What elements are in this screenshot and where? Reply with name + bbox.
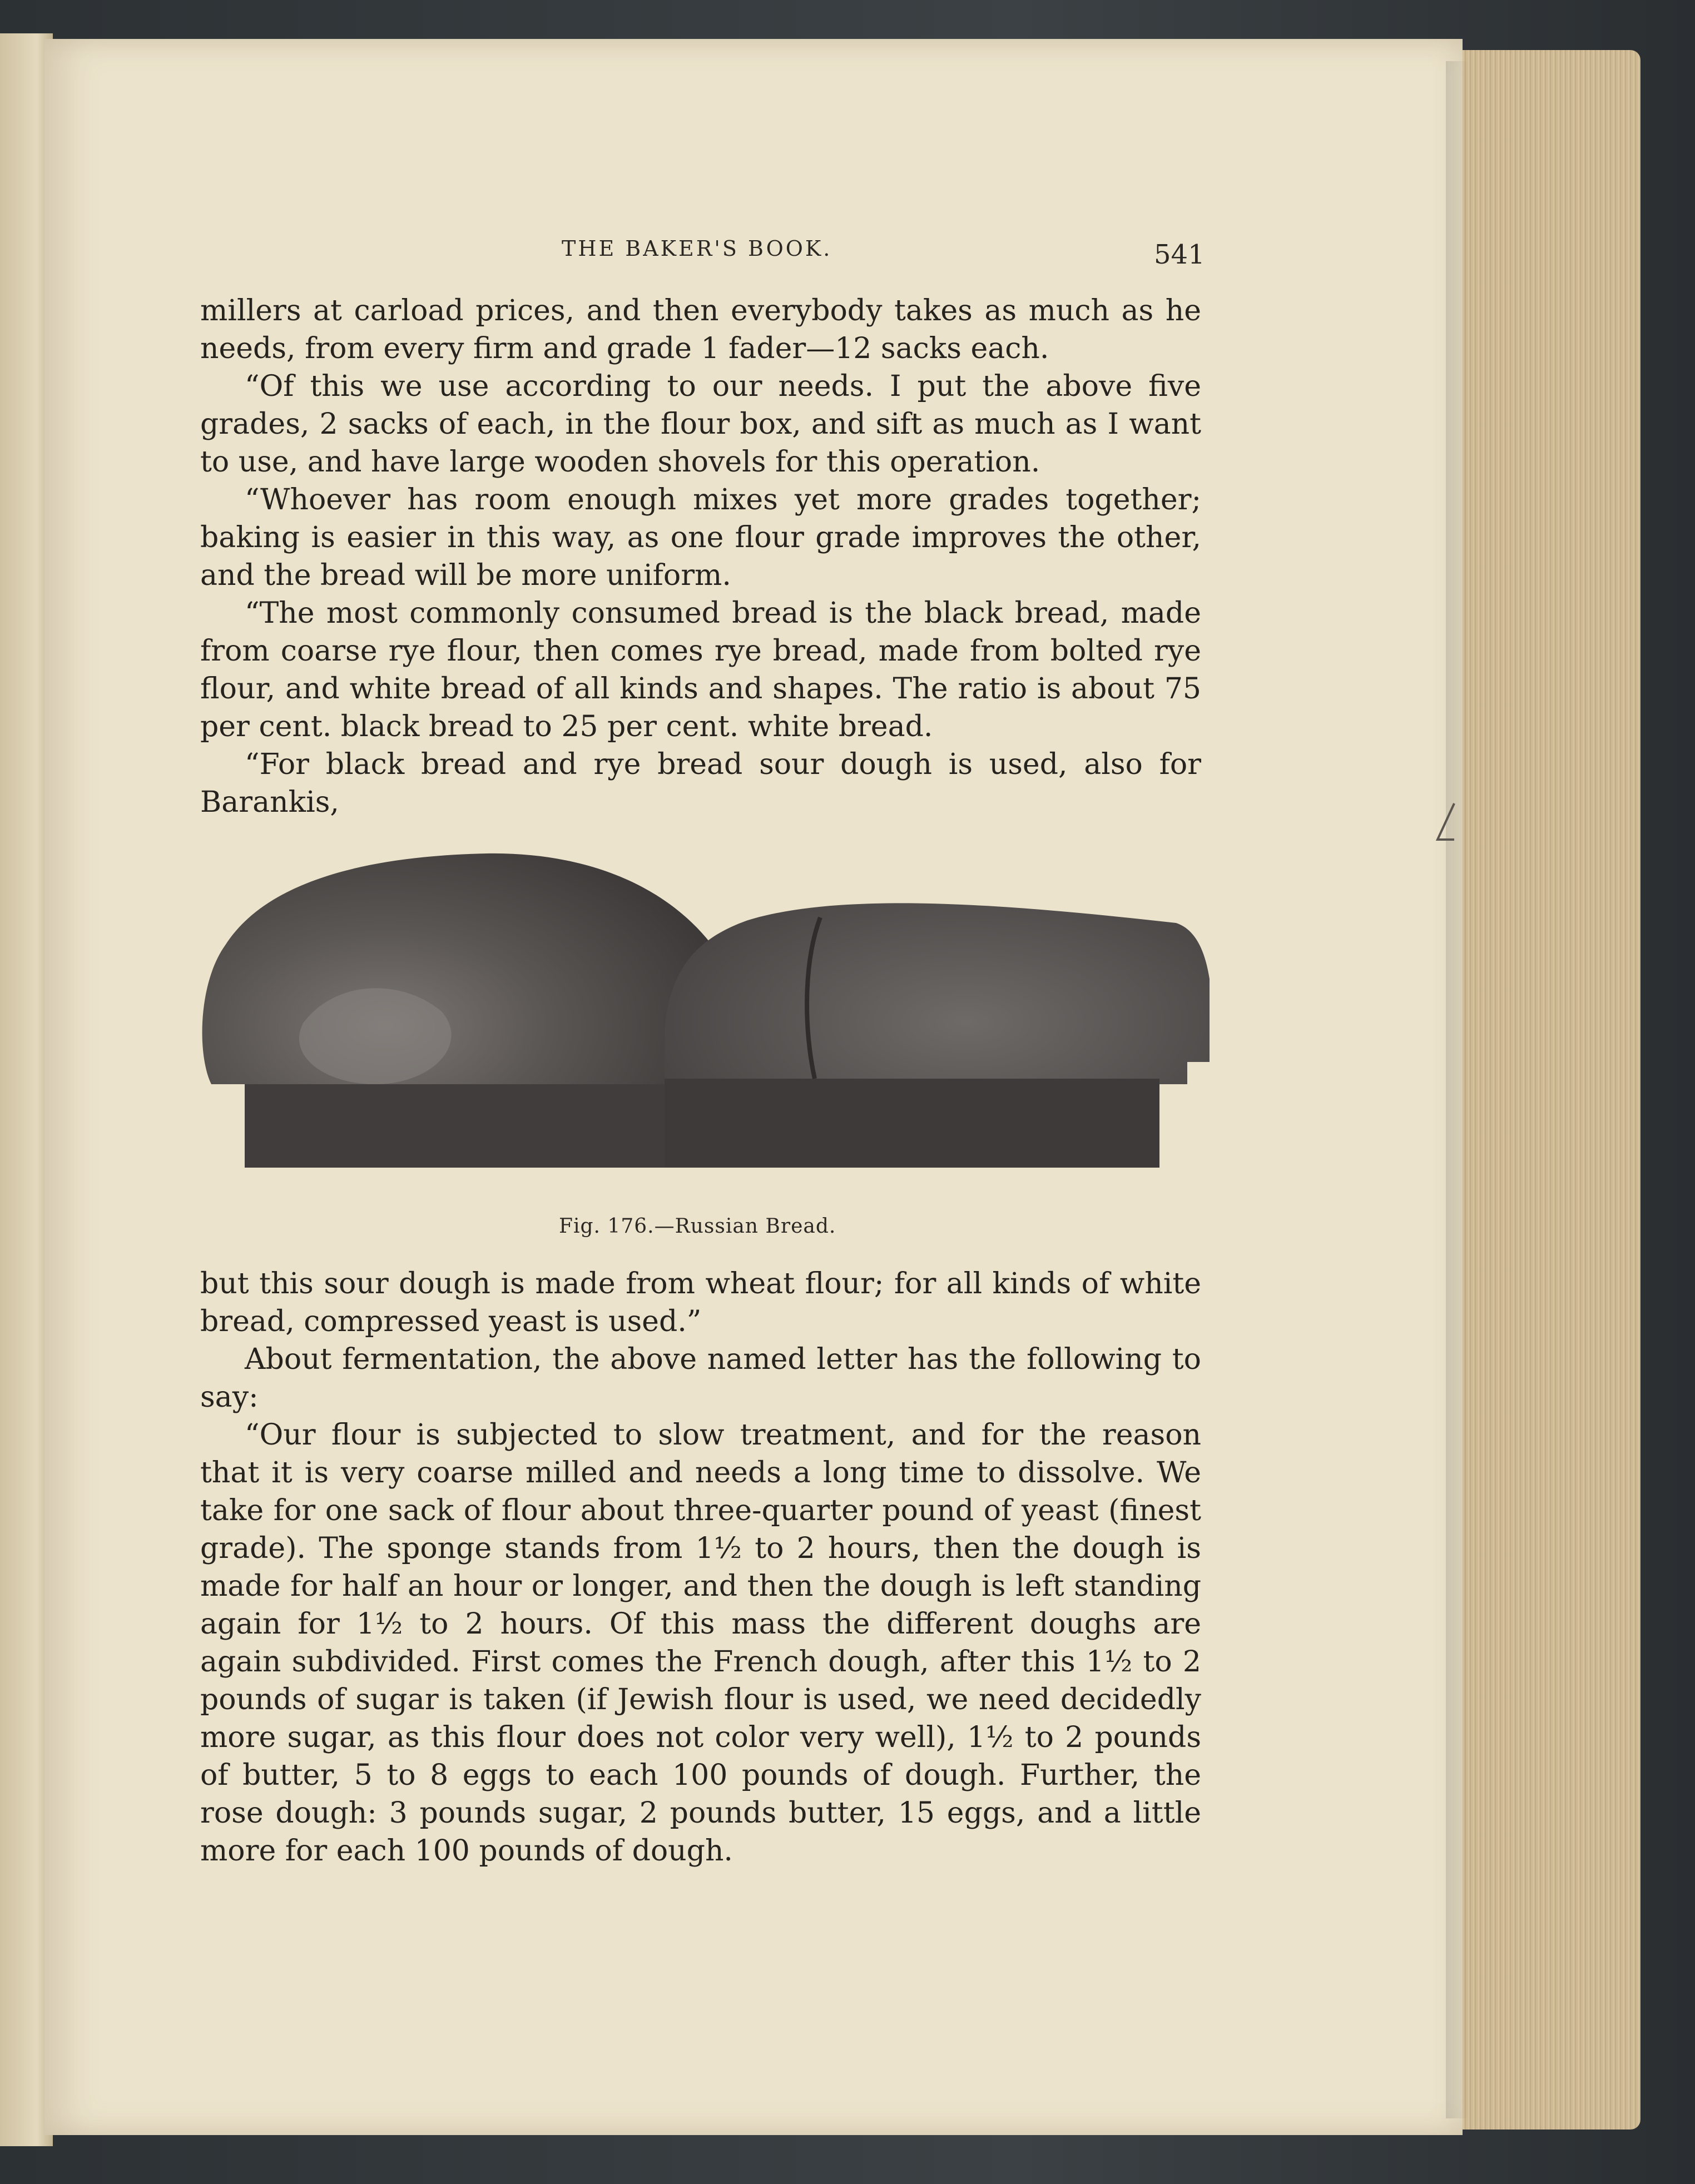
- paragraph: “Of this we use according to our needs. I put the above five grades, 2 sacks of each, in the flour box, and sift as much as I want to use, and have large wooden shovels for this operation.: [200, 370, 1201, 479]
- running-head: THE BAKER'S BOOK.: [562, 236, 832, 261]
- page-stack-edge: [1457, 50, 1641, 2130]
- paragraph: “The most commonly consumed bread is the black bread, made from coarse rye flour, then comes rye bread, made from bolted rye flour, and white bread of all kinds and shapes. The ratio is about 75 per cent. black bread to 25 per cent. white bread.: [200, 597, 1201, 743]
- russian-bread-illustration: [192, 845, 1210, 1179]
- paragraph: but this sour dough is made from wheat flour; for all kinds of white bread, compressed yeast is used.”: [200, 1267, 1201, 1338]
- paragraph: millers at carload prices, and then everybody takes as much as he needs, from every firm and grade 1 fader—12 sacks each.: [200, 294, 1201, 365]
- page-edge-shadow: [1446, 61, 1468, 2118]
- paragraph: “For black bread and rye bread sour dough is used, also for Barankis,: [200, 748, 1201, 819]
- paragraph: “Our flour is subjected to slow treatment, and for the reason that it is very coarse milled and needs a long time to dissolve. We take for one sack of flour about three-quarter pound of yeast (finest grade). The sponge stands from 1½ to 2 hours, then the dough is made for half an hour or longer, and then the dough is left standing again for 1½ to 2 hours. Of this mass the different doughs are again subdivided. First comes the French dough, after this 1½ to 2 pounds of sugar is taken (if Jewish flour is used, we need decidedly more sugar, as this flour does not color very well), 1½ to 2 pounds of butter, 5 to 8 eggs to each 100 pounds of dough. Further, the rose dough: 3 pounds sugar, 2 pounds butter, 15 eggs, and a little more for each 100 pounds of dough.: [200, 1418, 1201, 1868]
- body-text-top: [200, 292, 1201, 821]
- pencil-mark: [1432, 801, 1460, 851]
- figure-caption: Fig. 176.—Russian Bread.: [559, 1215, 836, 1238]
- paragraph: About fermentation, the above named letter has the following to say:: [200, 1343, 1201, 1414]
- paragraph: “Whoever has room enough mixes yet more grades together; baking is easier in this way, as one flour grade improves the other, and the bread will be more uniform.: [200, 483, 1201, 592]
- page-number: 541: [1154, 239, 1205, 270]
- body-text-bottom: [200, 1265, 1201, 1870]
